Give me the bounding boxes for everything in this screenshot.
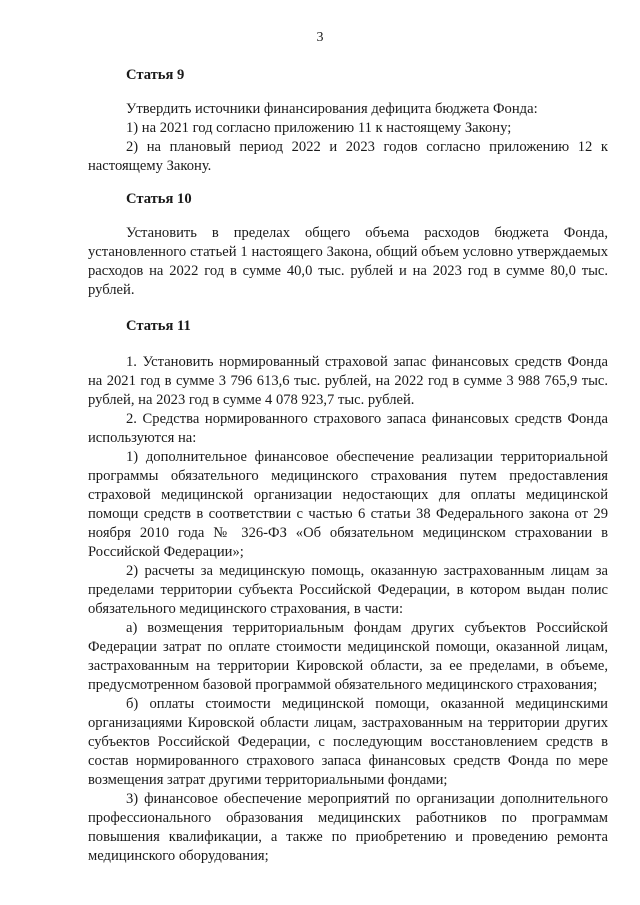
article-10-paragraph: Установить в пределах общего объема расходов бюджета Фонда, установленного статьей 1 настоящего Закона, общий объем условно утверждаемых расходов на 2022 год в сумме 40,0 тыс. рублей и на 2023 год в сумме 80,0 тыс. рублей.: [88, 225, 608, 298]
article-11-paragraph: 2) расчеты за медицинскую помощь, оказанную застрахованным лицам за пределами территории субъекта Российской Федерации, в котором выдан полис обязательного медицинского страхования, в части:: [88, 563, 608, 617]
article-11-paragraph: а) возмещения территориальным фондам других субъектов Российской Федерации затрат по оплате стоимости медицинской помощи, оказанной лицам, застрахованным на территории Кировской области, за ее пределами, в объеме, предусмотренном базовой программой обязательного медицинского страхования;: [88, 620, 608, 693]
article-11-paragraph: 3) финансовое обеспечение мероприятий по организации дополнительного профессионального образования медицинских работников по программам повышения квалификации, а также по приобретению и проведению ремонта медицинского оборудования;: [88, 791, 608, 864]
article-11-paragraph: 1) дополнительное финансовое обеспечение реализации территориальной программы обязательного медицинского страхования путем предоставления страховой медицинской организации недостающих для оплаты медицинской помощи средств в соответствии с частью 6 статьи 38 Федерального закона от 29 ноября 2010 года № 326-ФЗ «Об обязательном медицинском страховании в Российской Федерации»;: [88, 449, 608, 560]
document-body: [88, 66, 608, 866]
article-9-paragraph: 1) на 2021 год согласно приложению 11 к настоящему Закону;: [126, 120, 512, 136]
page-number: 3: [316, 30, 324, 45]
article-11-heading: Статья 11: [126, 318, 191, 334]
article-11-paragraph: 1. Установить нормированный страховой запас финансовых средств Фонда на 2021 год в сумме 3 796 613,6 тыс. рублей, на 2022 год в сумме 3 988 765,9 тыс. рублей, на 2023 год в сумме 4 078 923,7 тыс. рублей.: [88, 354, 608, 408]
article-10-heading: Статья 10: [126, 191, 192, 207]
article-11-paragraph: б) оплаты стоимости медицинской помощи, оказанной медицинскими организациями Кировской области лицам, застрахованным на территории других субъектов Российской Федерации, с последующим восстановлением средств в состав нормированного страхового запаса финансовых средств Фонда по мере возмещения затрат другими территориальными фондами;: [88, 696, 608, 788]
article-11-paragraph: 2. Средства нормированного страхового запаса финансовых средств Фонда используются на:: [88, 411, 608, 446]
article-9-paragraph: 2) на плановый период 2022 и 2023 годов согласно приложению 12 к настоящему Закону.: [88, 139, 608, 174]
article-9-paragraph: Утвердить источники финансирования дефицита бюджета Фонда:: [126, 101, 538, 117]
article-9-heading: Статья 9: [126, 67, 185, 83]
